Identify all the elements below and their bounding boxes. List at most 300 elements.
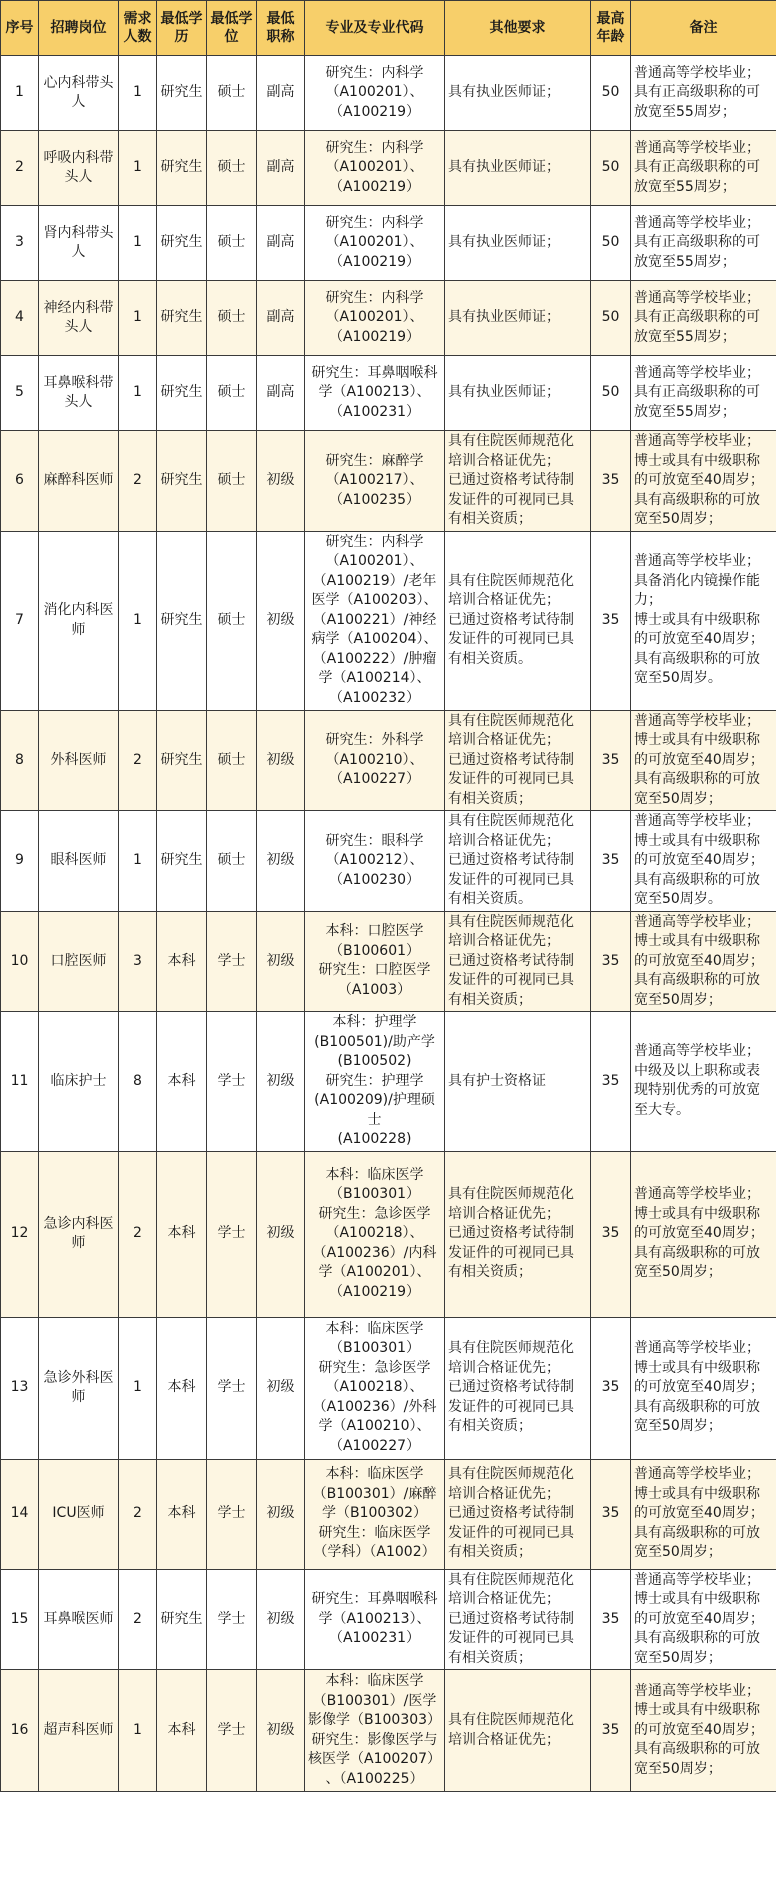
- cell-major-line: 研究生：耳鼻咽喉科: [311, 364, 438, 381]
- cell-note-line: 普通高等学校毕业；: [634, 364, 760, 381]
- cell-other-line: 具有住院医师规范化: [448, 572, 574, 589]
- cell-degree: 硕士: [207, 811, 257, 912]
- cell-other-line: 有相关资质；: [448, 1544, 532, 1561]
- cell-major-line: 研究生：口腔医学: [318, 962, 431, 979]
- table-row: [1, 1012, 776, 1152]
- cell-degree: 学士: [207, 1569, 257, 1670]
- cell-note-line: 的可放宽至40周岁；: [634, 1505, 764, 1522]
- cell-other-line: 发证件的可视同已具: [448, 1630, 574, 1646]
- cell-other: [445, 710, 591, 811]
- cell-note-line: 具有正高级职称的可: [634, 309, 760, 326]
- cell-title: 初级: [257, 431, 305, 532]
- cell-title: 副高: [257, 206, 305, 281]
- cell-id: 12: [1, 1151, 39, 1317]
- cell-major-line: （A100201）、: [325, 553, 424, 570]
- cell-age: 35: [591, 911, 631, 1012]
- cell-note-line: 具有高级职称的可放: [634, 1398, 760, 1415]
- cell-other-line: 已通过资格考试待制: [448, 1225, 574, 1242]
- cell-other-line: 有相关资质；: [448, 790, 532, 807]
- cell-note-line: 具备消化内镜操作能: [634, 572, 760, 589]
- cell-note-line: 放宽至55周岁；: [634, 178, 736, 195]
- cell-note-line: 具有高级职称的可放: [634, 1630, 760, 1646]
- header-note: 备注: [631, 1, 776, 56]
- cell-edu: 研究生: [157, 206, 207, 281]
- cell-id: 2: [1, 131, 39, 206]
- cell-note-line: 中级及以上职称或表: [634, 1062, 760, 1079]
- cell-major: [305, 1012, 445, 1152]
- cell-other-line: 培训合格证优先；: [448, 592, 560, 609]
- cell-major-line: 研究生：内科学: [325, 289, 424, 306]
- cell-major-line: (B100501)/助产学: [314, 1033, 435, 1050]
- cell-major-line: （A100219）: [328, 1283, 421, 1300]
- cell-note-line: 具有高级职称的可放: [634, 650, 760, 667]
- cell-other-line: 已通过资格考试待制: [448, 472, 574, 488]
- cell-note-line: 普通高等学校毕业；: [634, 712, 760, 729]
- cell-age: 35: [591, 1569, 631, 1670]
- cell-other-line: 培训合格证优先；: [448, 1591, 560, 1607]
- cell-id: 11: [1, 1012, 39, 1152]
- cell-other-line: 发证件的可视同已具: [448, 1398, 574, 1415]
- cell-title: 初级: [257, 1670, 305, 1792]
- cell-edu: 本科: [157, 1012, 207, 1152]
- header-age: 最高年龄: [591, 1, 631, 56]
- cell-other-line: 培训合格证优先；: [448, 933, 560, 949]
- cell-note-line: 博士或具有中级职称: [634, 1205, 760, 1222]
- cell-note: [631, 1569, 776, 1670]
- cell-major-line: （A100217）、: [325, 472, 424, 488]
- cell-degree: 学士: [207, 911, 257, 1012]
- cell-post: 口腔医师: [39, 911, 119, 1012]
- cell-note-line: 普通高等学校毕业；: [634, 139, 760, 156]
- cell-major-line: (A100228): [337, 1131, 412, 1147]
- cell-edu: 研究生: [157, 281, 207, 356]
- cell-note-line: 具有高级职称的可放: [634, 491, 760, 508]
- cell-note-line: 宽至50周岁；: [634, 1760, 722, 1777]
- cell-edu: 研究生: [157, 1569, 207, 1670]
- cell-other: [445, 131, 591, 206]
- cell-title: 初级: [257, 1459, 305, 1569]
- cell-id: 9: [1, 811, 39, 912]
- cell-count: 3: [119, 911, 157, 1012]
- cell-age: 35: [591, 811, 631, 912]
- cell-title: 副高: [257, 281, 305, 356]
- cell-note-line: 普通高等学校毕业；: [634, 1043, 760, 1060]
- cell-note-line: 具有高级职称的可放: [634, 1244, 760, 1261]
- cell-major-line: 本科：护理学: [332, 1014, 417, 1030]
- cell-other-line: 发证件的可视同已具: [448, 771, 574, 787]
- cell-other-line: 具有护士资格证: [448, 1072, 546, 1089]
- cell-major-line: （A100230）: [328, 871, 421, 888]
- cell-other: [445, 1012, 591, 1152]
- cell-other-line: 已通过资格考试待制: [448, 1379, 574, 1396]
- cell-title: 初级: [257, 811, 305, 912]
- cell-edu: 研究生: [157, 131, 207, 206]
- cell-note-line: 普通高等学校毕业；: [634, 214, 760, 231]
- cell-count: 1: [119, 1317, 157, 1459]
- cell-other-line: 具有住院医师规范化: [448, 1186, 574, 1203]
- cell-note-line: 博士或具有中级职称: [634, 1359, 760, 1376]
- cell-note-line: 博士或具有中级职称: [634, 933, 760, 949]
- cell-other-line: 已通过资格考试待制: [448, 952, 574, 969]
- cell-note-line: 博士或具有中级职称: [634, 1485, 760, 1502]
- cell-major-line: （A100235）: [328, 491, 421, 508]
- cell-major: [305, 1569, 445, 1670]
- cell-major-line: （A100231）: [328, 1630, 421, 1646]
- cell-other-line: 发证件的可视同已具: [448, 972, 574, 988]
- cell-edu: 研究生: [157, 431, 207, 532]
- cell-count: 2: [119, 1151, 157, 1317]
- cell-edu: 研究生: [157, 710, 207, 811]
- cell-title: 初级: [257, 531, 305, 710]
- cell-age: 35: [591, 1459, 631, 1569]
- cell-major-line: （B100301）/麻醉: [312, 1485, 437, 1502]
- cell-other-line: 具有执业医师证；: [448, 384, 560, 401]
- cell-note: [631, 1151, 776, 1317]
- cell-major-line: （A100236）/内科: [312, 1244, 437, 1261]
- cell-edu: 本科: [157, 1459, 207, 1569]
- cell-age: 50: [591, 131, 631, 206]
- cell-note-line: 的可放宽至40周岁；: [634, 952, 764, 969]
- cell-age: 35: [591, 1012, 631, 1152]
- header-major: 专业及专业代码: [305, 1, 445, 56]
- cell-note-line: 宽至50周岁；: [634, 790, 722, 807]
- cell-note-line: 宽至50周岁；: [634, 1264, 722, 1281]
- cell-title: 副高: [257, 356, 305, 431]
- cell-major: [305, 56, 445, 131]
- cell-major-line: （A100219）: [328, 178, 421, 195]
- cell-other-line: 具有执业医师证；: [448, 234, 560, 251]
- cell-major-line: （B100301）/医学: [312, 1692, 437, 1709]
- cell-note-line: 博士或具有中级职称: [634, 1591, 760, 1607]
- cell-edu: 研究生: [157, 56, 207, 131]
- table-row: [1, 1670, 776, 1792]
- cell-major-line: （A100227）: [328, 771, 421, 787]
- table-row: [1, 811, 776, 912]
- cell-note-line: 力；: [634, 592, 662, 609]
- cell-major: [305, 356, 445, 431]
- cell-edu: 本科: [157, 911, 207, 1012]
- cell-major-line: 研究生：麻醉学: [325, 452, 424, 469]
- cell-post: 麻醉科医师: [39, 431, 119, 532]
- cell-major-line: 研究生：影像医学与: [311, 1731, 438, 1748]
- cell-major: [305, 1670, 445, 1792]
- cell-other-line: 培训合格证优先；: [448, 732, 560, 748]
- cell-major-line: （A100212）、: [325, 852, 424, 868]
- cell-note: [631, 1317, 776, 1459]
- cell-other-line: 已通过资格考试待制: [448, 1505, 574, 1522]
- table-row: [1, 1459, 776, 1569]
- table-row: [1, 1317, 776, 1459]
- table-row: [1, 281, 776, 356]
- cell-count: 1: [119, 1670, 157, 1792]
- cell-major-line: （A100219）/老年: [312, 572, 437, 589]
- cell-major-line: (A100209)/护理硕士: [314, 1092, 435, 1128]
- cell-other: [445, 1459, 591, 1569]
- header-degree: 最低学位: [207, 1, 257, 56]
- cell-degree: 学士: [207, 1317, 257, 1459]
- cell-age: 50: [591, 281, 631, 356]
- cell-note: [631, 911, 776, 1012]
- cell-other-line: 发证件的可视同已具: [448, 1244, 574, 1261]
- cell-count: 1: [119, 531, 157, 710]
- cell-major-line: 本科：临床医学: [325, 1320, 424, 1337]
- cell-major: [305, 1459, 445, 1569]
- cell-degree: 硕士: [207, 431, 257, 532]
- cell-major: [305, 531, 445, 710]
- cell-note: [631, 1459, 776, 1569]
- cell-degree: 学士: [207, 1459, 257, 1569]
- cell-major-line: 核医学（A100207）: [308, 1751, 442, 1767]
- cell-count: 2: [119, 1569, 157, 1670]
- cell-note-line: 普通高等学校毕业；: [634, 64, 760, 81]
- cell-other-line: 有相关资质；: [448, 1418, 532, 1435]
- cell-post: 眼科医师: [39, 811, 119, 912]
- cell-note-line: 放宽至55周岁；: [634, 403, 736, 420]
- cell-edu: 研究生: [157, 356, 207, 431]
- cell-major: [305, 131, 445, 206]
- cell-other-line: 具有住院医师规范化: [448, 1340, 574, 1357]
- cell-note-line: 的可放宽至40周岁；: [634, 1225, 764, 1242]
- cell-major-line: 影像学（B100303）: [308, 1712, 442, 1728]
- cell-age: 35: [591, 1317, 631, 1459]
- cell-other-line: 培训合格证优先；: [448, 1205, 560, 1222]
- cell-major-line: 研究生：急诊医学: [318, 1359, 431, 1376]
- cell-major-line: （A100218）、: [325, 1379, 424, 1396]
- cell-id: 5: [1, 356, 39, 431]
- cell-age: 35: [591, 531, 631, 710]
- cell-note: [631, 206, 776, 281]
- cell-major-line: 研究生：内科学: [325, 64, 424, 81]
- cell-id: 3: [1, 206, 39, 281]
- cell-note-line: 普通高等学校毕业；: [634, 813, 760, 829]
- cell-major-line: （B100301）: [328, 1340, 421, 1357]
- cell-note-line: 宽至50周岁；: [634, 1649, 722, 1666]
- cell-other: [445, 1151, 591, 1317]
- cell-title: 初级: [257, 1569, 305, 1670]
- cell-note-line: 具有正高级职称的可: [634, 384, 760, 401]
- cell-major-line: 研究生：护理学: [325, 1072, 424, 1089]
- cell-count: 8: [119, 1012, 157, 1152]
- cell-note-line: 放宽至55周岁；: [634, 103, 736, 120]
- cell-title: 副高: [257, 56, 305, 131]
- cell-major-line: 学（A100210）、: [318, 1418, 431, 1435]
- cell-other-line: 具有执业医师证；: [448, 84, 560, 101]
- cell-note-line: 的可放宽至40周岁；: [634, 852, 764, 868]
- cell-major-line: 研究生：内科学: [325, 214, 424, 231]
- table-row: [1, 1569, 776, 1670]
- cell-major: [305, 811, 445, 912]
- cell-count: 1: [119, 811, 157, 912]
- cell-note-line: 博士或具有中级职称: [634, 1702, 760, 1719]
- cell-major-line: （A100201）、: [325, 159, 424, 176]
- cell-major-line: （B100601）: [328, 942, 421, 959]
- cell-other: [445, 911, 591, 1012]
- cell-post: 耳鼻喉科带头人: [39, 356, 119, 431]
- cell-note-line: 的可放宽至40周岁；: [634, 631, 764, 648]
- cell-degree: 硕士: [207, 710, 257, 811]
- cell-note-line: 至大专。: [634, 1101, 690, 1118]
- cell-major-line: 研究生：眼科学: [325, 832, 424, 849]
- cell-age: 35: [591, 1151, 631, 1317]
- cell-post: 急诊外科医师: [39, 1317, 119, 1459]
- table-row: [1, 131, 776, 206]
- cell-major-line: 研究生：内科学: [325, 139, 424, 156]
- cell-other-line: 有相关资质。: [448, 891, 532, 907]
- cell-major-line: （A100236）/外科: [312, 1398, 437, 1415]
- cell-major-line: 学（B100302）: [321, 1505, 428, 1522]
- cell-edu: 本科: [157, 1317, 207, 1459]
- header-count: 需求人数: [119, 1, 157, 56]
- cell-note: [631, 1670, 776, 1792]
- cell-edu: 研究生: [157, 531, 207, 710]
- cell-degree: 学士: [207, 1012, 257, 1152]
- cell-note-line: 具有正高级职称的可: [634, 234, 760, 251]
- cell-degree: 学士: [207, 1151, 257, 1317]
- cell-note-line: 具有高级职称的可放: [634, 972, 760, 988]
- cell-edu: 研究生: [157, 811, 207, 912]
- cell-other: [445, 281, 591, 356]
- table-body: [1, 56, 776, 1792]
- cell-note-line: 具有高级职称的可放: [634, 1741, 760, 1758]
- table-row: [1, 1151, 776, 1317]
- cell-note-line: 的可放宽至40周岁；: [634, 472, 764, 488]
- cell-major-line: 本科：临床医学: [325, 1466, 424, 1483]
- cell-major: [305, 1317, 445, 1459]
- cell-major-line: （A100221）/神经: [312, 611, 437, 628]
- cell-title: 副高: [257, 131, 305, 206]
- cell-other-line: 培训合格证优先；: [448, 1731, 560, 1748]
- cell-degree: 硕士: [207, 131, 257, 206]
- cell-other-line: 发证件的可视同已具: [448, 631, 574, 648]
- cell-degree: 硕士: [207, 206, 257, 281]
- cell-note: [631, 131, 776, 206]
- cell-other-line: 发证件的可视同已具: [448, 491, 574, 508]
- cell-post: 呼吸内科带头人: [39, 131, 119, 206]
- header-post: 招聘岗位: [39, 1, 119, 56]
- cell-major-line: 学（A100213）、: [318, 384, 431, 401]
- cell-note-line: 宽至50周岁；: [634, 1418, 722, 1435]
- cell-other-line: 发证件的可视同已具: [448, 871, 574, 888]
- cell-note: [631, 56, 776, 131]
- cell-note-line: 普通高等学校毕业；: [634, 1682, 760, 1699]
- cell-title: 初级: [257, 1012, 305, 1152]
- cell-note-line: 具有高级职称的可放: [634, 771, 760, 787]
- cell-major-line: （A100201）、: [325, 84, 424, 101]
- cell-note: [631, 281, 776, 356]
- cell-major-line: （A100210）、: [325, 751, 424, 768]
- cell-major-line: 病学（A100204）、: [311, 631, 438, 648]
- cell-note-line: 具有正高级职称的可: [634, 84, 760, 101]
- cell-major-line: 本科：口腔医学: [325, 923, 424, 940]
- table-row: [1, 431, 776, 532]
- cell-major-line: （A100201）、: [325, 309, 424, 326]
- cell-other-line: 已通过资格考试待制: [448, 1610, 574, 1627]
- cell-other-line: 有相关资质；: [448, 1264, 532, 1281]
- cell-other-line: 有相关资质；: [448, 511, 532, 527]
- cell-other-line: 发证件的可视同已具: [448, 1524, 574, 1541]
- cell-title: 初级: [257, 710, 305, 811]
- cell-other-line: 具有住院医师规范化: [448, 1712, 574, 1728]
- cell-note-line: 博士或具有中级职称: [634, 452, 760, 469]
- table-row: [1, 56, 776, 131]
- cell-id: 16: [1, 1670, 39, 1792]
- cell-note-line: 放宽至55周岁；: [634, 253, 736, 270]
- cell-age: 35: [591, 1670, 631, 1792]
- header-id: 序号: [1, 1, 39, 56]
- table-row: [1, 206, 776, 281]
- cell-edu: 本科: [157, 1670, 207, 1792]
- cell-note-line: 的可放宽至40周岁；: [634, 1610, 764, 1627]
- cell-id: 10: [1, 911, 39, 1012]
- cell-other: [445, 431, 591, 532]
- cell-other-line: 已通过资格考试待制: [448, 852, 574, 868]
- cell-note-line: 具有高级职称的可放: [634, 871, 760, 888]
- cell-other-line: 已通过资格考试待制: [448, 751, 574, 768]
- cell-post: 心内科带头人: [39, 56, 119, 131]
- cell-other-line: 具有住院医师规范化: [448, 433, 574, 449]
- header-other: 其他要求: [445, 1, 591, 56]
- cell-degree: 硕士: [207, 56, 257, 131]
- cell-title: 初级: [257, 1151, 305, 1317]
- cell-other-line: 具有住院医师规范化: [448, 1466, 574, 1483]
- cell-count: 1: [119, 131, 157, 206]
- cell-major-line: 研究生：耳鼻咽喉科: [311, 1591, 438, 1607]
- cell-other-line: 有相关资质；: [448, 991, 532, 1008]
- cell-other-line: 具有住院医师规范化: [448, 1571, 574, 1588]
- cell-other-line: 已通过资格考试待制: [448, 611, 574, 628]
- cell-note-line: 宽至50周岁。: [634, 891, 722, 907]
- cell-major-line: 医学（A100203）、: [311, 592, 438, 609]
- cell-note-line: 普通高等学校毕业；: [634, 433, 760, 449]
- cell-other-line: 有相关资质。: [448, 650, 532, 667]
- cell-other: [445, 1670, 591, 1792]
- cell-note: [631, 356, 776, 431]
- cell-note-line: 的可放宽至40周岁；: [634, 751, 764, 768]
- cell-major-line: （A100219）: [328, 103, 421, 120]
- cell-id: 13: [1, 1317, 39, 1459]
- header-edu: 最低学历: [157, 1, 207, 56]
- cell-note-line: 博士或具有中级职称: [634, 732, 760, 748]
- cell-other: [445, 1569, 591, 1670]
- table-row: [1, 911, 776, 1012]
- cell-major: [305, 206, 445, 281]
- cell-post: 耳鼻喉医师: [39, 1569, 119, 1670]
- cell-note-line: 具有正高级职称的可: [634, 159, 760, 176]
- cell-other: [445, 531, 591, 710]
- cell-major-line: （A100222）/肿瘤: [312, 650, 437, 667]
- cell-other-line: 培训合格证优先；: [448, 832, 560, 849]
- table-row: [1, 356, 776, 431]
- cell-other: [445, 811, 591, 912]
- cell-post: 消化内科医师: [39, 531, 119, 710]
- cell-title: 初级: [257, 1317, 305, 1459]
- cell-post: 外科医师: [39, 710, 119, 811]
- cell-major: [305, 710, 445, 811]
- cell-degree: 硕士: [207, 356, 257, 431]
- cell-note-line: 宽至50周岁；: [634, 1544, 722, 1561]
- cell-id: 7: [1, 531, 39, 710]
- cell-count: 1: [119, 281, 157, 356]
- cell-id: 8: [1, 710, 39, 811]
- cell-other: [445, 356, 591, 431]
- cell-count: 1: [119, 206, 157, 281]
- cell-id: 15: [1, 1569, 39, 1670]
- cell-major-line: （A1003）: [337, 981, 412, 998]
- cell-major-line: 学（A100213）、: [318, 1610, 431, 1627]
- cell-major: [305, 281, 445, 356]
- cell-major-line: 学（A100214）、: [318, 670, 431, 687]
- cell-id: 4: [1, 281, 39, 356]
